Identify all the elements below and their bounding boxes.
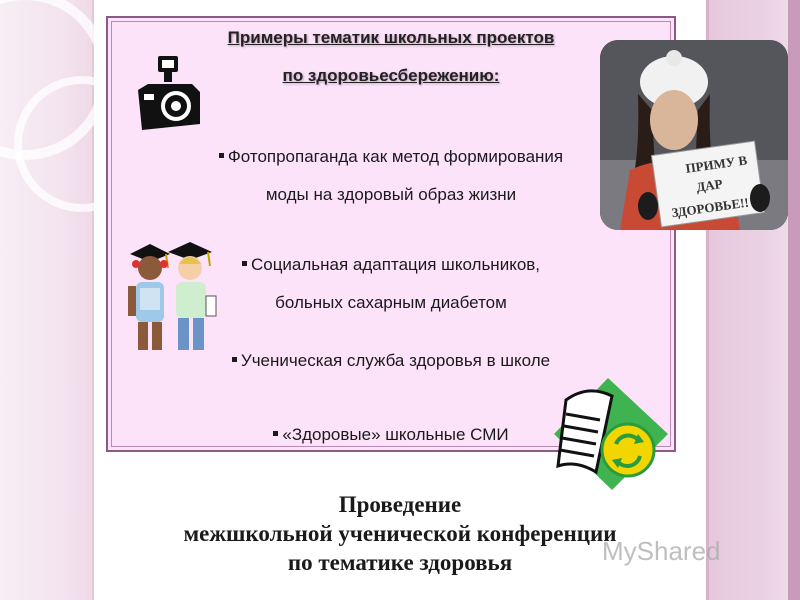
sign-text-line2: ДАР	[695, 176, 724, 195]
bullet-icon	[273, 431, 278, 436]
content-panel	[106, 16, 676, 452]
list-item-text: Фотопропаганда как метод формирования	[227, 147, 564, 166]
slide-title-line1: Примеры тематик школьных проектов	[227, 28, 555, 47]
bullet-icon	[219, 153, 224, 158]
list-item-text: моды на здоровый образ жизни	[265, 185, 517, 204]
list-item-text: больных сахарным диабетом	[275, 293, 507, 312]
right-decor-stripe	[788, 0, 800, 600]
photo-woman-with-sign	[600, 40, 788, 230]
list-item-text: «Здоровые» школьные СМИ	[282, 425, 509, 444]
bullet-icon	[242, 261, 247, 266]
bullet-icon	[232, 357, 237, 362]
watermark: MyShared	[602, 536, 721, 566]
footer-line: по тематике здоровья	[287, 550, 513, 575]
list-item-text: Ученическая служба здоровья в школе	[240, 351, 551, 370]
camera-icon	[134, 54, 204, 134]
list-item	[108, 246, 674, 322]
list-item	[108, 138, 674, 214]
slide-title-line2: по здоровьесбережению:	[282, 66, 500, 85]
photo-illustration	[600, 40, 788, 230]
newspaper-recycle-icon	[548, 374, 674, 494]
list-item-text: Социальная адаптация школьников,	[250, 255, 541, 274]
sign-text-line3: ЗДОРОВЬЕ!!	[670, 194, 750, 221]
footer-line: Проведение	[338, 492, 462, 517]
left-decor-band	[0, 0, 94, 600]
footer-line: межшкольной ученической конференции	[183, 521, 617, 546]
sign-text-line1: ПРИМУ В	[684, 152, 748, 176]
